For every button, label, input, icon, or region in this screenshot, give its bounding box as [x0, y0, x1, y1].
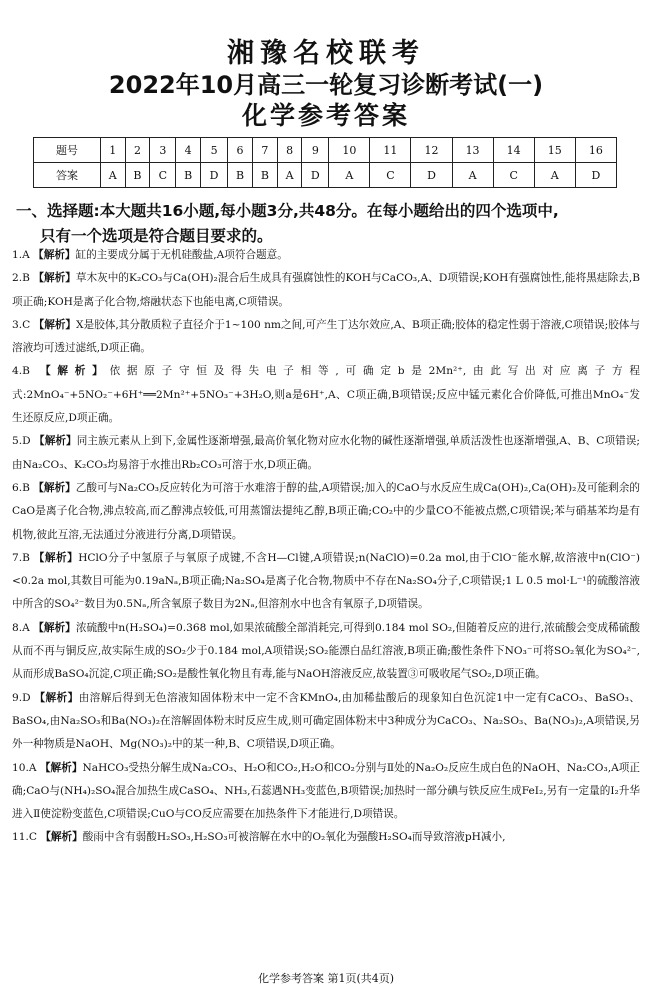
- explanation-item: [12, 757, 640, 827]
- item-text: 同主族元素从上到下,金属性逐渐增强,最高价氧化物对应水化物的碱性逐渐增强,单质活泼性也逐渐增强,A、B、C项错误;由Na₂CO₃、K₂CO₃均易溶于水推出Rb₂CO₃可溶于水,D项正确。: [12, 435, 640, 471]
- explanation-item: [12, 687, 640, 757]
- answer-cell: A: [534, 163, 575, 188]
- answer-cell: B: [252, 163, 277, 188]
- item-text: NaHCO₃受热分解生成Na₂CO₃、H₂O和CO₂,H₂O和CO₂分别与Ⅱ处的Na₂O₂反应生成白色的NaOH、Na₂CO₃,A项正确;CaO与(NH₄)₂SO₄混合加热生成CaSO₄、NH₃,石蕊遇NH₃变蓝色,B项错误;加热时一部分碘与铁反应生成FeI₂,另有一定量的I₂升华进入Ⅱ使淀粉变蓝色,C项错误;CuO与CO反应需要在加热条件下才能进行,D项错误。: [12, 761, 641, 821]
- answer-cell: C: [150, 163, 176, 188]
- answer-cell: A: [277, 163, 302, 188]
- analysis-tag: 【解析】: [33, 621, 76, 634]
- item-number: 10.A: [12, 761, 37, 774]
- analysis-tag: 【解析】: [34, 691, 79, 704]
- item-text: HClO分子中氢原子与氧原子成键,不含H—Cl键,A项错误;n(NaClO)=0.2a mol,由于ClO⁻能水解,故溶液中n(ClO⁻)<0.2a mol,其数目可能为0.19aNₐ,B项正确;Na₂SO₄是离子化合物,物质中不存在Na₂SO₄分子,C项错误;1 L 0.5 mol·L⁻¹的硫酸溶液中所含的SO₄²⁻数目为0.5Nₐ,所含氧原子数目为2Nₐ,但溶剂水中也含有氧原子,D项错误。: [12, 551, 641, 611]
- item-text: 乙酸可与Na₂CO₃反应转化为可溶于水难溶于醇的盐,A项错误;加入的CaO与水反应生成Ca(OH)₂,Ca(OH)₂及可能剩余的CaO是离子化合物,沸点较高,而乙醇沸点较低,可用蒸馏法提纯乙醇,B项正确;CO₂中的少量CO不能被点燃,C项错误;苯与硝基苯均是有机物,彼此互溶,无法通过分液进行分离,D项错误。: [12, 481, 640, 541]
- item-text: 浓硫酸中n(H₂SO₄)=0.368 mol,如果浓硫酸全部消耗完,可得到0.184 mol SO₂,但随着反应的进行,浓硫酸会变成稀硫酸从而不再与铜反应,故实际生成的SO₂少于0.184 mol,A项错误;SO₂能漂白品红溶液,B项正确;酸性条件下NO₃⁻可将SO₂氧化为SO₄²⁻,从而形成BaSO₄沉淀,C项正确;SO₂是酸性氧化物且有毒,能与NaOH溶液反应,故装置③可吸收尾气SO₂,D项正确。: [12, 621, 640, 681]
- item-number: 9.D: [12, 691, 31, 704]
- item-number: 2.B: [12, 272, 30, 285]
- question-cell: 15: [534, 138, 575, 163]
- question-cell: 12: [411, 138, 452, 163]
- answer-cell: A: [101, 163, 126, 188]
- answer-cell: C: [493, 163, 534, 188]
- answer-cell: D: [201, 163, 228, 188]
- item-number: 3.C: [12, 318, 31, 331]
- item-text: 酸雨中含有弱酸H₂SO₃,H₂SO₃可被溶解在水中的O₂氧化为强酸H₂SO₄而导致溶液pH减小,: [82, 831, 506, 844]
- item-text: 由溶解后得到无色溶液知固体粉末中一定不含KMnO₄,由加稀盐酸后的现象知白色沉淀1中一定有CaCO₃、BaSO₃、BaSO₄,由Na₂SO₃和Ba(NO₃)₂在溶解固体粉末时反应生成,则可确定固体粉末中3种成分为CaCO₃、Na₂SO₃、Ba(NO₃)₂,A项错误,另外一种物质是NaOH、Mg(NO₃)₂中的某一种,B、C项错误,D项正确。: [12, 691, 641, 751]
- analysis-tag: 【解析】: [33, 249, 76, 261]
- analysis-tag: 【解析】: [33, 551, 79, 564]
- explanation-item: [12, 617, 640, 687]
- analysis-tag: 【解析】: [34, 435, 77, 448]
- question-cell: 7: [252, 138, 277, 163]
- question-cell: 5: [201, 138, 228, 163]
- question-cell: 6: [228, 138, 253, 163]
- answer-cell: D: [575, 163, 616, 188]
- item-number: 11.C: [12, 831, 37, 844]
- answer-table-question-row: [34, 138, 617, 163]
- title-line-1: 湘豫名校联考: [227, 38, 425, 69]
- item-number: 4.B: [12, 365, 30, 378]
- question-cell: 4: [176, 138, 201, 163]
- analysis-tag: 【解析】: [39, 761, 83, 774]
- question-cell: 13: [452, 138, 493, 163]
- item-text: 依据原子守恒及得失电子相等,可确定b是2Mn²⁺,由此写出对应离子方程式:2MnO₄⁻+5NO₂⁻+6H⁺══2Mn²⁺+5NO₃⁻+3H₂O,则a是6H⁺,A、C项正确,B项错误;反应中锰元素化合价降低,可推出MnO₄⁻发生还原反应,D项正确。: [12, 365, 640, 425]
- item-number: 1.A: [12, 249, 30, 261]
- explanation-item: [12, 477, 640, 547]
- explanation-item: [12, 826, 640, 849]
- question-cell: 14: [493, 138, 534, 163]
- row-label-answers: 答案: [34, 163, 101, 188]
- item-number: 6.B: [12, 481, 30, 494]
- analysis-tag: 【解析】: [33, 318, 77, 331]
- explanation-item: [12, 244, 640, 267]
- question-cell: 2: [125, 138, 150, 163]
- answer-cell: B: [228, 163, 253, 188]
- answer-table-answer-row: [34, 163, 617, 188]
- answer-cell: D: [411, 163, 452, 188]
- explanation-item: [12, 314, 640, 361]
- item-text: X是胶体,其分散质粒子直径介于1~100 nm之间,可产生丁达尔效应,A、B项正确;胶体的稳定性弱于溶液,C项错误;胶体与溶液均可透过滤纸,D项正确。: [12, 318, 641, 355]
- analysis-tag: 【解析】: [40, 831, 83, 844]
- row-label-questions: 题号: [34, 138, 101, 163]
- item-number: 7.B: [12, 551, 30, 564]
- question-cell: 10: [329, 138, 370, 163]
- page-footer: 化学参考答案 第1页(共4页): [257, 972, 395, 985]
- answer-cell: A: [452, 163, 493, 188]
- answer-cell: D: [302, 163, 329, 188]
- section-heading: [16, 199, 636, 249]
- question-cell: 11: [370, 138, 411, 163]
- section-heading-line-2: 只有一个选项是符合题目要求的。: [40, 227, 273, 245]
- section-heading-line-1: 一、选择题:本大题共16小题,每小题3分,共48分。在每小题给出的四个选项中,: [16, 202, 559, 220]
- question-cell: 16: [575, 138, 616, 163]
- question-cell: 8: [277, 138, 302, 163]
- item-number: 8.A: [12, 621, 30, 634]
- answer-table: [33, 137, 617, 188]
- analysis-tag: 【解析】: [33, 481, 76, 494]
- question-cell: 1: [101, 138, 126, 163]
- item-number: 5.D: [12, 435, 31, 448]
- item-text: 草木灰中的K₂CO₃与Ca(OH)₂混合后生成具有强腐蚀性的KOH与CaCO₃,A、D项错误;KOH有强腐蚀性,能将黑痣除去,B项正确;KOH是离子化合物,熔融状态下也能电离,C项错误。: [12, 272, 640, 308]
- explanation-item: [12, 360, 640, 430]
- answer-cell: B: [125, 163, 150, 188]
- explanation-item: [12, 430, 640, 477]
- title-block: [0, 38, 652, 132]
- analysis-tag: 【解析】: [40, 365, 110, 378]
- explanation-item: [12, 547, 640, 617]
- explanation-list: [12, 244, 640, 850]
- title-line-2: 2022年10月高三一轮复习诊断考试(一): [108, 71, 544, 99]
- answer-cell: B: [176, 163, 201, 188]
- analysis-tag: 【解析】: [33, 272, 76, 285]
- item-text: 缸的主要成分属于无机硅酸盐,A项符合题意。: [75, 249, 288, 261]
- explanation-item: [12, 267, 640, 314]
- question-cell: 9: [302, 138, 329, 163]
- answer-cell: A: [329, 163, 370, 188]
- answer-cell: C: [370, 163, 411, 188]
- title-line-3: 化学参考答案: [241, 101, 410, 130]
- question-cell: 3: [150, 138, 176, 163]
